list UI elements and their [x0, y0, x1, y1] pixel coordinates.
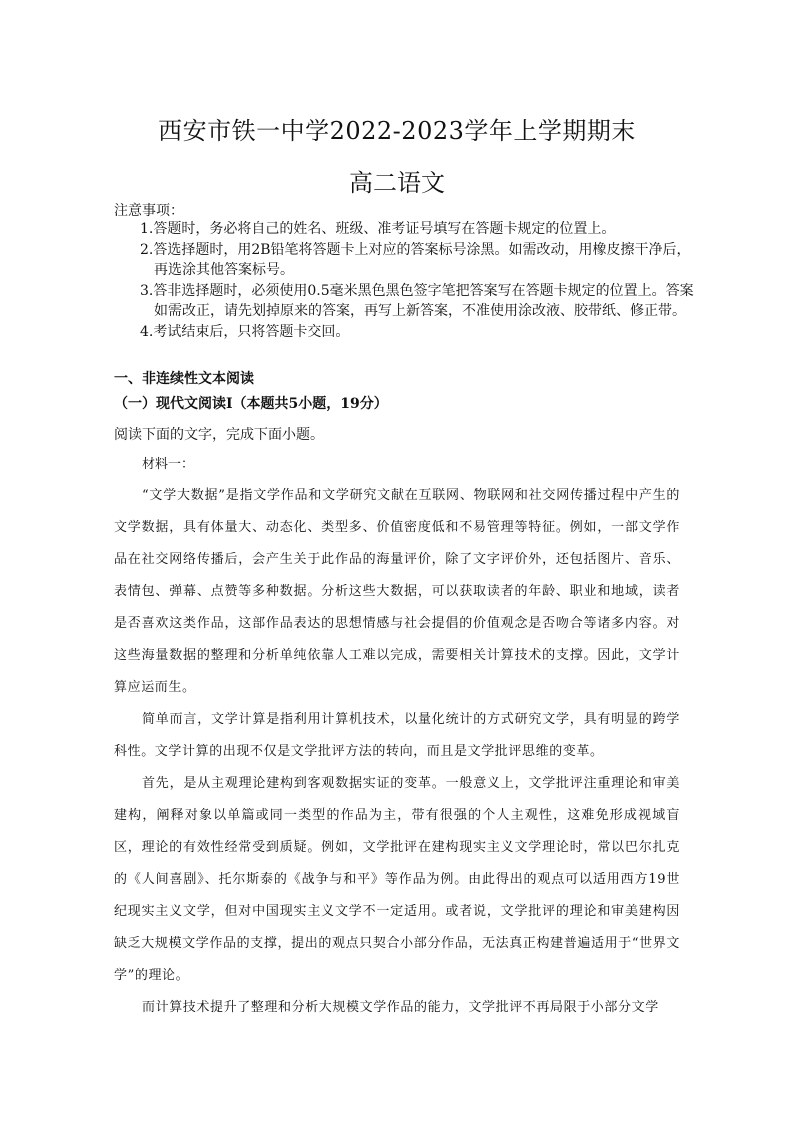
passage-paragraph: 首先，是从主观理论建构到客观数据实证的变革。一般意义上，文学批评注重理论和审美建构，阐释对象以单篇或同一类型的作品为主，带有很强的个人主观性，这难免形成视域盲区，理论的有效性经常受到质疑。例如，文学批评在建构现实主义文学理论时，常以巴尔扎克的《人间喜剧》、托尔斯泰的《战争与和平》等作品为例。由此得出的观点可以适用西方19世纪现实主义文学，但对中国现实主义文学不一定适用。或者说，文学批评的理论和审美建构因缺乏大规模文学作品的支撑，提出的观点只契合小部分作品，无法真正构建普遍适用于“世界文学”的理论。	[114, 776, 680, 983]
notice-item: 1.答题时，务必将自己的姓名、班级、准考证号填写在答题卡规定的位置上。	[140, 221, 616, 237]
passage-paragraph: 而计算技术提升了整理和分析大规模文学作品的能力，文学批评不再局限于小部分文学	[142, 1000, 659, 1015]
notice-heading: 注意事项：	[114, 203, 184, 219]
notice-item: 4.考试结束后，只将答题卡交回。	[140, 323, 350, 340]
passage-paragraph: “文学大数据”是指文学作品和文学研究文献在互联网、物联网和社交网传播过程中产生的文学数据，具有体量大、动态化、类型多、价值密度低和不易管理等特征。例如，一部文学作品在社交网络传播后，会产生关于此作品的海量评价，除了文字评价外，还包括图片、音乐、表情包、弹幕、点赞等多种数据。分析这些大数据，可以获取读者的年龄、职业和地域，读者是否喜欢这类作品，这部作品表达的思想情感与社会提倡的价值观念是否吻合等诸多内容。对这些海量数据的整理和分析单纯依靠人工难以完成，需要相关计算技术的支撑。因此，文学计算应运而生。	[114, 488, 680, 695]
reading-instruction: 阅读下面的文字，完成下面小题。	[114, 427, 324, 443]
notice-list	[140, 219, 700, 343]
subsection-heading: （一）现代文阅读Ⅰ（本题共5小题，19分）	[114, 396, 388, 412]
notice-item: 3.答非选择题时，必须使用0.5毫米黑色黑色签字笔把答案写在答题卡规定的位置上。答案如需改正，请先划掉原来的答案，再写上新答案，不准使用涂改液、胶带纸、修正带。	[140, 282, 694, 320]
material-label: 材料一：	[142, 457, 195, 472]
section-heading: 一、非连续性文本阅读	[114, 371, 254, 387]
reading-passage	[114, 480, 680, 1024]
notice-item: 2.答选择题时，用2B铅笔将答题卡上对应的答案标号涂黑。如需改动，用橡皮擦干净后，再选涂其他答案标号。	[140, 241, 691, 279]
exam-subject: 高二语文	[349, 169, 445, 197]
exam-title: 西安市铁一中学2022-2023学年上学期期末	[158, 117, 636, 145]
passage-paragraph: 简单而言，文学计算是指利用计算机技术，以量化统计的方式研究文学，具有明显的跨学科性。文学计算的出现不仅是文学批评方法的转向，而且是文学批评思维的变革。	[114, 712, 680, 759]
